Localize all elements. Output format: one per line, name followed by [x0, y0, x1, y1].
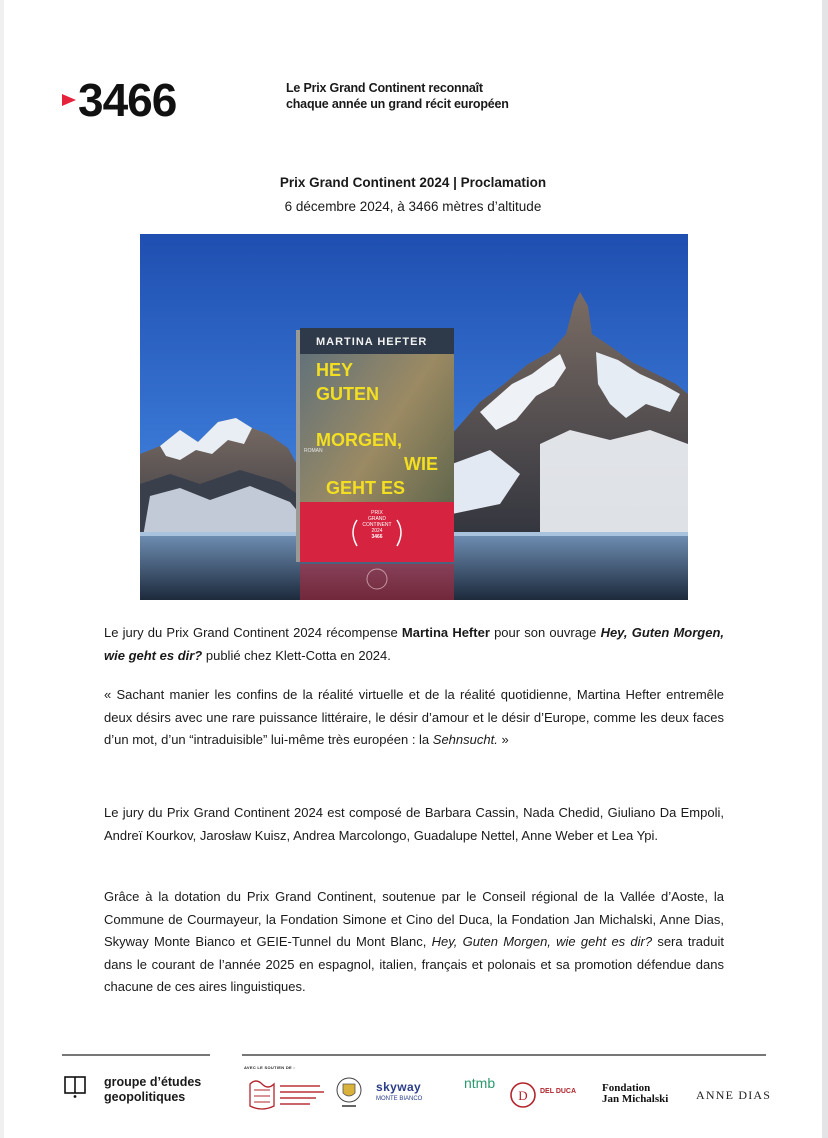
fjm-line1: Fondation [602, 1082, 651, 1094]
p2-word: Sehnsucht. [432, 732, 498, 747]
press-release-page [4, 0, 822, 1138]
del-duca-mark: D [518, 1088, 528, 1103]
ged-line2: geopolitiques [104, 1090, 186, 1104]
book-title-line1: HEY [316, 360, 354, 380]
courmayeur-crest-icon [334, 1074, 364, 1112]
p4-text-a: Grâce à la dotation du Prix Grand Continent, soutenue par le Conseil régional de la Vallée d’Aoste, la Commune de Courmayeur, la Fondation Simone et Cino del Duca, la Fondation Jan Michalski, Anne Dias, Skyway Monte Bianco et GEIE-Tunnel du Mont Blanc, [104, 889, 724, 949]
tagline-line2: chaque année un grand récit européen [286, 97, 509, 111]
award-line1: PRIX [371, 510, 383, 516]
ged-mark-icon [64, 1076, 86, 1098]
p1-author: Martina Hefter [401, 625, 490, 640]
ged-name [104, 1075, 201, 1105]
p1-book-title: Hey, Guten Morgen, wie geht es dir? [104, 625, 724, 663]
tmb-logo: ntmb [464, 1075, 496, 1091]
award-line3: CONTINENT [362, 522, 392, 528]
del-duca-name: DEL DUCA [540, 1088, 577, 1095]
page-edge [822, 0, 828, 1138]
paragraph-funding [104, 886, 724, 999]
logo-3466 [60, 72, 210, 128]
proclamation-subtitle: 6 décembre 2024, à 3466 mètres d’altitude [284, 199, 542, 214]
logo-triangle-icon [62, 94, 76, 106]
logo-number: 3466 [78, 74, 177, 126]
book-title-line3: MORGEN, [316, 430, 403, 450]
paragraph-laureate [104, 622, 724, 667]
fjm-line2: Jan Michalski [602, 1093, 669, 1105]
book-title-line5: GEHT ES [326, 478, 406, 498]
skyway-subtitle: MONTE BIANCO [376, 1096, 423, 1102]
skyway-logo: skyway [376, 1080, 422, 1094]
award-line4: 2024 [371, 528, 383, 534]
p1-text-a: Le jury du Prix Grand Continent 2024 récompense [104, 625, 402, 640]
book-author: MARTINA HEFTER [316, 336, 428, 348]
ged-logo [62, 1072, 232, 1112]
anne-dias-logo: ANNE DIAS [696, 1088, 772, 1102]
p4-text-b: sera traduit dans le courant de l’année 2025 en espagnol, italien, français et polonais et sa promotion défendue dans chacune de ces aires linguistiques. [104, 934, 724, 994]
book-title-line4: WIE [404, 454, 438, 474]
award-mark: 3466 [371, 534, 383, 540]
proclamation-title: Prix Grand Continent 2024 | Proclamation [279, 175, 547, 190]
award-seal [351, 510, 403, 540]
tagline-line1: Le Prix Grand Continent reconnaît [286, 81, 483, 95]
ged-line1: groupe d’études [104, 1075, 202, 1089]
paragraph-jury: Le jury du Prix Grand Continent 2024 est composé de Barbara Cassin, Nada Chedid, Giuliano Da Empoli, Andreï Kourkov, Jarosław Kuisz, Andrea Marcolongo, Guadalupe Nettel, Anne Weber et Lea Ypi. [104, 805, 724, 843]
fondation-jan-michalski-logo [602, 1083, 668, 1105]
award-line2: GRAND [367, 516, 387, 522]
footer-divider-left [62, 1054, 210, 1056]
tagline [286, 80, 586, 112]
book-title-line2: GUTEN [316, 384, 379, 404]
p2-text-a: « Sachant manier les confins de la réalité virtuelle et de la réalité quotidienne, Martina Hefter entremêle deux désirs avec une rare puissance littéraire, le désir d’amour et le désir d’Europe, comme les deux faces d’un mot, d’un “intraduisible” lui-même très européen : la [104, 687, 724, 747]
p2-text-b: » [497, 732, 509, 747]
p1-text-b: pour son ouvrage [489, 625, 601, 640]
paragraph-quote [104, 684, 724, 752]
p4-book-title: Hey, Guten Morgen, wie geht es dir? [431, 934, 653, 949]
book-mountain-photo [140, 234, 688, 600]
support-label: AVEC LE SOUTIEN DE : [244, 1065, 296, 1070]
footer-divider-right [242, 1054, 766, 1056]
del-duca-seal-icon [510, 1080, 536, 1110]
valle-aosta-logo-icon [244, 1076, 330, 1112]
book-side-label: ROMAN [304, 448, 323, 454]
p1-text-c: publié chez Klett-Cotta en 2024. [202, 647, 391, 663]
